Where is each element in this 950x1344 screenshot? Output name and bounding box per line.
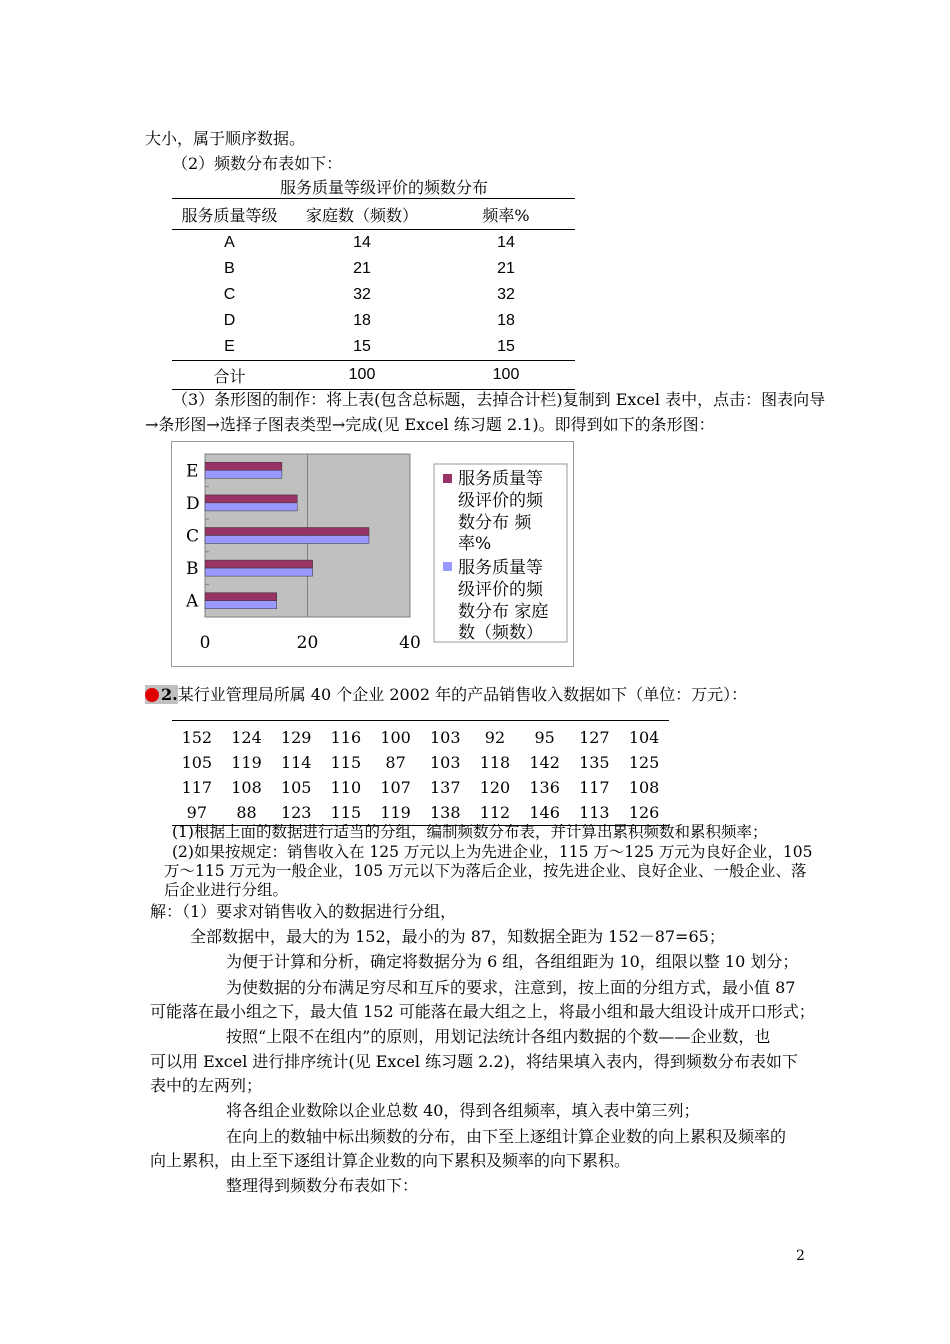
table-row xyxy=(172,775,669,800)
table-cell: 115 xyxy=(330,753,362,772)
table-cell: 118 xyxy=(479,753,511,772)
solution-line-9: 将各组企业数除以企业总数 40，得到各组频率，填入表中第三列； xyxy=(226,1101,700,1120)
table-cell: 129 xyxy=(271,721,321,751)
bar-E-series-2 xyxy=(205,470,282,478)
bar-chart-svg xyxy=(172,442,573,666)
bar-C-series-1 xyxy=(205,528,369,536)
question-2-line-2: 万～115 万元为一般企业，105 万元以下为落后企业，按先进企业、良好企业、一般企业、落 xyxy=(164,862,807,880)
table-cell: 127 xyxy=(570,721,620,751)
legend-text: 服务质量等 xyxy=(458,469,543,489)
table-row xyxy=(172,230,575,257)
legend-text: 数（频数） xyxy=(458,623,543,643)
solution-line-8: 表中的左两列； xyxy=(150,1076,263,1095)
table-row xyxy=(172,334,575,361)
bar-A-series-2 xyxy=(205,601,277,609)
solution-line-6: 按照“上限不在组内”的原则，用划记法统计各组内数据的个数——企业数，也 xyxy=(226,1027,771,1046)
table-cell: 120 xyxy=(479,778,511,797)
table-cell: 119 xyxy=(371,800,421,826)
question-2-line-3: 后企业进行分组。 xyxy=(164,881,289,899)
table-cell: 124 xyxy=(222,721,272,751)
bar-E-series-1 xyxy=(205,462,282,470)
bullet-marker xyxy=(145,685,178,704)
table-cell: 100 xyxy=(287,361,437,390)
table-cell: B xyxy=(224,260,235,277)
bar-A-series-1 xyxy=(205,593,277,601)
step3-line-1: （3）条形图的制作：将上表(包含总标题，去掉合计栏)复制到 Excel 表中，点击：图表向导 xyxy=(172,390,826,409)
solution-line-5: 可能落在最小组之下，最大值 152 可能落在最大组之上，将最小组和最大组设计成开口形式； xyxy=(150,1002,815,1021)
step3-line-2: →条形图→选择子图表类型→完成(见 Excel 练习题 2.1)。即得到如下的条形图： xyxy=(145,415,715,434)
bar-B-series-1 xyxy=(205,560,313,568)
legend-swatch-1 xyxy=(443,474,452,483)
solution-line-12: 整理得到频数分布表如下： xyxy=(226,1176,419,1195)
table-cell: 112 xyxy=(470,800,520,826)
page-number: 2 xyxy=(796,1248,805,1264)
freq-header-percent: 频率% xyxy=(437,199,575,230)
table-cell: 136 xyxy=(529,778,560,797)
category-label-B: B xyxy=(186,559,199,580)
table-cell: 135 xyxy=(579,753,610,772)
table-cell: 107 xyxy=(380,778,411,797)
table-cell: 18 xyxy=(353,312,371,329)
legend-text: 数分布 频 xyxy=(458,513,532,533)
table-cell: E xyxy=(224,338,235,355)
red-dot-icon xyxy=(145,688,159,702)
table-cell: 114 xyxy=(280,753,312,772)
table-cell: 14 xyxy=(353,234,371,251)
legend-text: 数分布 家庭 xyxy=(458,602,549,622)
bar-D-series-2 xyxy=(205,503,297,511)
solution-line-10: 在向上的数轴中标出频数的分布，由下至上逐组计算企业数的向上累积及频率的 xyxy=(226,1127,787,1146)
table-cell: 125 xyxy=(628,753,660,772)
table-cell: 146 xyxy=(520,800,570,826)
freq-table-title: 服务质量等级评价的频数分布 xyxy=(280,178,489,197)
x-tick-label: 40 xyxy=(399,633,421,653)
bar-D-series-1 xyxy=(205,495,297,503)
question-1: (1)根据上面的数据进行适当的分组，编制频数分布表，并计算出累积频数和累积频率； xyxy=(172,823,768,841)
problem2-number: 2. xyxy=(161,685,178,704)
problem2-heading xyxy=(145,684,747,706)
table-cell: 137 xyxy=(430,778,461,797)
freq-header-count: 家庭数（频数） xyxy=(287,199,437,230)
table-cell: 138 xyxy=(420,800,470,826)
bar-chart xyxy=(171,441,574,667)
table-cell: 123 xyxy=(271,800,321,826)
table-cell: 117 xyxy=(181,778,213,797)
table-cell: 18 xyxy=(497,312,515,329)
table-cell: 119 xyxy=(231,753,262,772)
table-cell: 142 xyxy=(529,753,560,772)
solution-line-3: 为便于计算和分析，确定将数据分为 6 组，各组组距为 10，组限以整 10 划分； xyxy=(226,952,799,971)
category-label-E: E xyxy=(186,461,199,482)
table-cell: 100 xyxy=(371,721,421,751)
table-cell: 100 xyxy=(437,361,575,390)
table-cell: 152 xyxy=(172,721,222,751)
table-row xyxy=(172,721,669,751)
solution-line-4: 为使数据的分布满足穷尽和互斥的要求，注意到，按上面的分组方式，最小值 87 xyxy=(226,978,796,997)
legend-swatch-2 xyxy=(443,562,452,571)
table-cell: 116 xyxy=(321,721,371,751)
solution-line-7: 可以用 Excel 进行排序统计(见 Excel 练习题 2.2)，将结果填入表内，得到频数分布表如下 xyxy=(150,1052,798,1071)
table-cell: 104 xyxy=(619,721,669,751)
table-row xyxy=(172,750,669,775)
table-cell: A xyxy=(224,234,235,251)
table-cell: 126 xyxy=(619,800,669,826)
table-cell: 21 xyxy=(353,260,371,277)
solution-line-1: 解：（1）要求对销售收入的数据进行分组， xyxy=(150,902,457,921)
category-label-D: D xyxy=(186,493,200,514)
table-cell: 110 xyxy=(330,778,362,797)
bar-B-series-2 xyxy=(205,568,313,576)
bar-C-series-2 xyxy=(205,536,369,544)
table-cell: C xyxy=(223,286,236,303)
freq-header-grade: 服务质量等级 xyxy=(172,199,287,230)
table-row xyxy=(172,256,575,282)
table-cell: 14 xyxy=(497,234,515,251)
legend-text: 级评价的频 xyxy=(458,580,543,600)
problem2-text: 某行业管理局所属 40 个企业 2002 年的产品销售收入数据如下（单位：万元）： xyxy=(177,685,748,704)
table-cell: 105 xyxy=(280,778,312,797)
table-cell: 32 xyxy=(497,286,515,303)
x-tick-label: 20 xyxy=(296,633,319,653)
legend-text: 服务质量等 xyxy=(458,558,543,578)
table-cell: 115 xyxy=(321,800,371,826)
table-cell: 21 xyxy=(497,260,515,277)
table-cell: 92 xyxy=(470,721,520,751)
table-cell: D xyxy=(223,312,236,329)
table-cell: 113 xyxy=(570,800,620,826)
table-cell: 15 xyxy=(497,338,515,355)
solution-line-11: 向上累积，由上至下逐组计算企业数的向下累积及频率的向下累积。 xyxy=(150,1151,631,1170)
table-cell: 87 xyxy=(385,753,406,772)
category-label-A: A xyxy=(186,591,199,612)
table-row xyxy=(172,308,575,334)
freq-table xyxy=(172,198,575,390)
table-cell: 合计 xyxy=(172,361,287,390)
table-cell: 15 xyxy=(353,338,371,355)
question-2-line-1: (2)如果按规定：销售收入在 125 万元以上为先进企业，115 万～125 万元为良好企业，105 xyxy=(172,843,813,861)
table-cell: 105 xyxy=(181,753,213,772)
category-label-C: C xyxy=(186,526,200,547)
sales-data-table xyxy=(172,720,669,826)
intro-line-1: 大小，属于顺序数据。 xyxy=(145,129,306,148)
table-cell: 103 xyxy=(420,721,470,751)
table-cell: 103 xyxy=(430,753,461,772)
table-cell: 95 xyxy=(520,721,570,751)
legend-text: 级评价的频 xyxy=(458,491,543,511)
solution-line-2: 全部数据中，最大的为 152，最小的为 87，知数据全距为 152－87=65； xyxy=(190,927,725,946)
table-cell: 97 xyxy=(172,800,222,826)
x-tick-label: 0 xyxy=(199,633,211,653)
table-cell: 108 xyxy=(628,778,660,797)
legend-text: 率% xyxy=(458,534,492,554)
table-row xyxy=(172,282,575,308)
table-total-row xyxy=(172,361,575,390)
table-cell: 88 xyxy=(222,800,272,826)
intro-line-2: （2）频数分布表如下： xyxy=(172,154,343,173)
table-cell: 108 xyxy=(231,778,262,797)
table-cell: 117 xyxy=(579,778,610,797)
table-cell: 32 xyxy=(353,286,371,303)
